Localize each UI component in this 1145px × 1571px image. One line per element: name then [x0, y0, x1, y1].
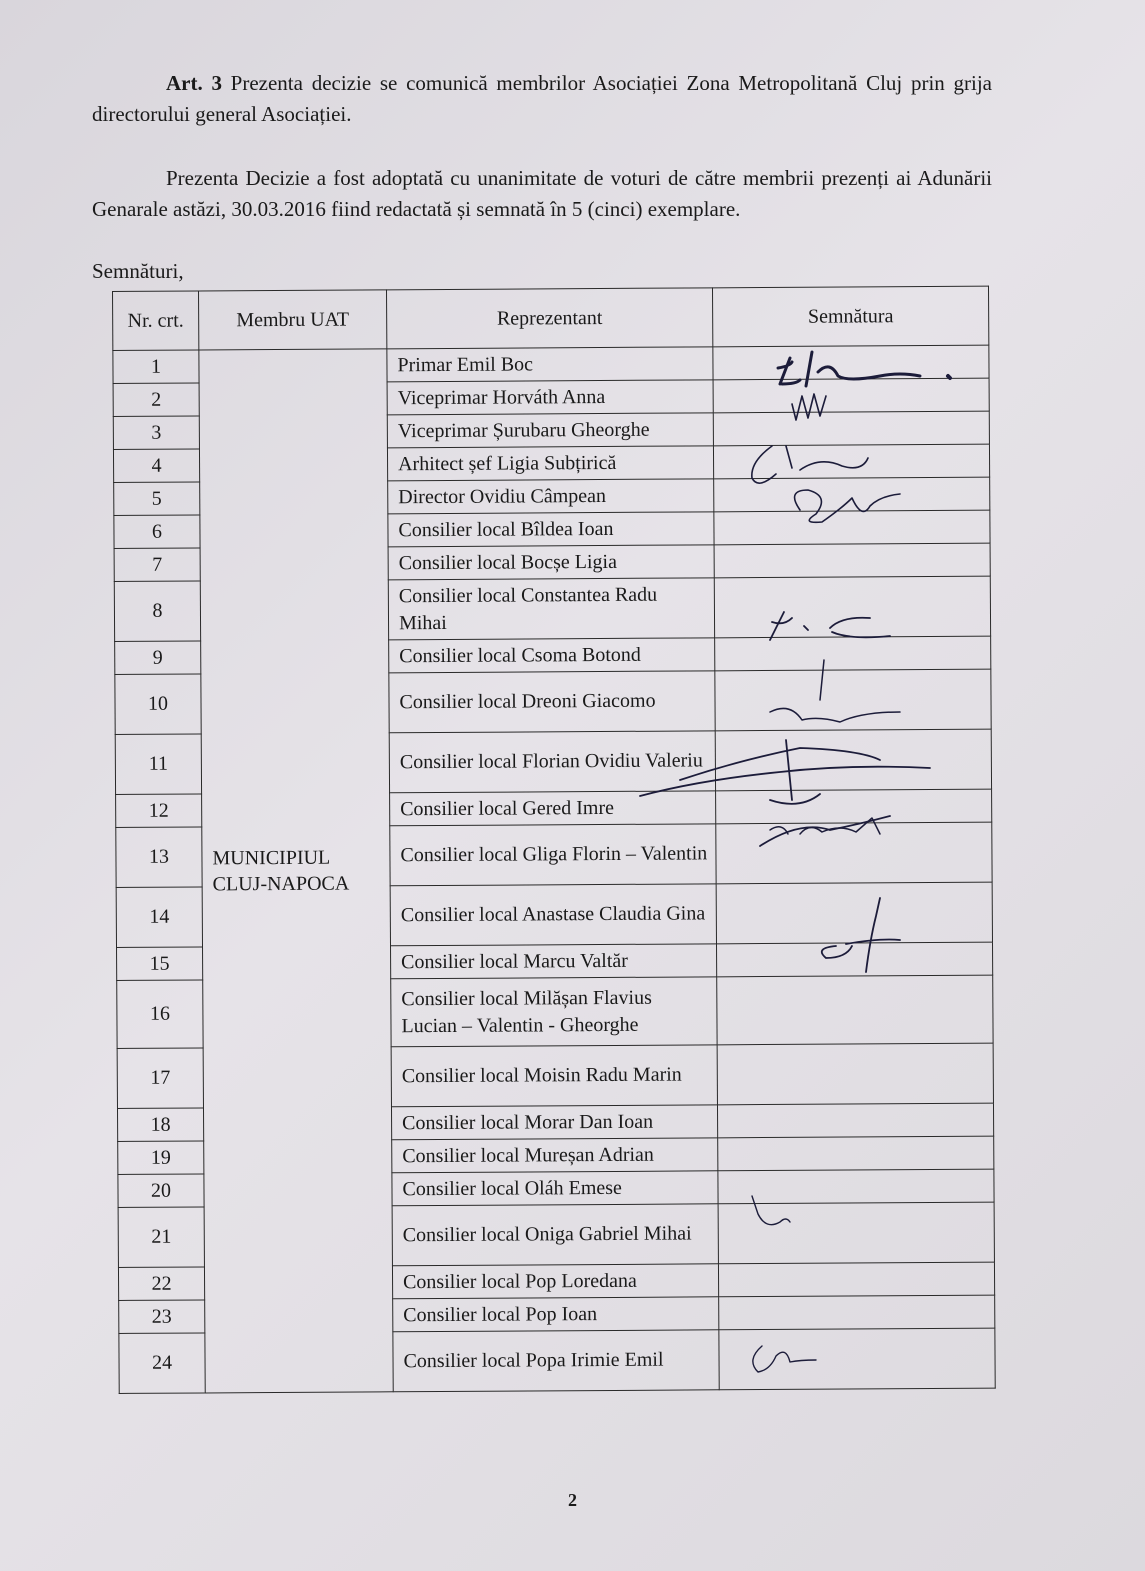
row-number: 1 [113, 350, 199, 384]
signature-table [112, 286, 996, 1394]
signature-cell [714, 477, 990, 512]
signature-cell [716, 942, 992, 977]
representative-name: Consilier local Oláh Emese [392, 1171, 718, 1206]
decision-paragraph [92, 163, 992, 225]
signature-cell [715, 669, 991, 731]
header-membru-uat: Membru UAT [199, 290, 387, 350]
representative-name: Consilier local Florian Ovidiu Valeriu [389, 731, 715, 793]
signature-cell [717, 1103, 993, 1138]
row-number: 22 [118, 1267, 204, 1301]
signature-cell [716, 789, 992, 824]
row-number: 3 [113, 416, 199, 450]
representative-name: Consilier local Bîldea Ioan [388, 512, 714, 547]
representative-name: Consilier local Morar Dan Ioan [391, 1105, 717, 1140]
row-number: 10 [115, 674, 201, 735]
signature-cell [718, 1262, 994, 1297]
table-header-row [113, 286, 989, 350]
representative-name: Primar Emil Boc [387, 347, 713, 382]
row-number: 7 [114, 548, 200, 582]
table-row [113, 345, 989, 383]
page-number: 2 [568, 1490, 577, 1510]
signatures-label: Semnături, [92, 259, 184, 283]
representative-name: Consilier local Gliga Florin – Valentin [390, 824, 716, 886]
representative-name: Consilier local Pop Loredana [392, 1264, 718, 1299]
row-number: 11 [115, 734, 201, 795]
signature-cell [714, 510, 990, 545]
signature-cell [718, 1136, 994, 1171]
row-number: 2 [113, 383, 199, 417]
signature-cell [713, 378, 989, 413]
row-number: 15 [117, 947, 203, 981]
row-number: 14 [116, 887, 202, 948]
header-semnatura: Semnătura [712, 286, 988, 347]
representative-name: Director Ovidiu Câmpean [388, 479, 714, 514]
article-3-paragraph [92, 68, 992, 130]
representative-name: Consilier local Dreoni Giacomo [389, 671, 715, 733]
representative-name: Consilier local Marcu Valtăr [391, 944, 717, 979]
row-number: 4 [113, 449, 199, 483]
article-3-text: Prezenta decizie se comunică membrilor Asociației Zona Metropolitană Cluj prin grija directorului general Asociației. [92, 71, 992, 126]
signature-cell [714, 576, 990, 638]
representative-name: Consilier local Mureșan Adrian [392, 1138, 718, 1173]
row-number: 18 [117, 1108, 203, 1142]
article-3-label: Art. 3 [166, 71, 222, 95]
signature-cell [717, 975, 993, 1045]
representative-name: Consilier local Constantea Radu Mihai [388, 578, 714, 640]
row-number: 20 [118, 1174, 204, 1208]
header-nr: Nr. crt. [113, 291, 199, 351]
decision-text: Prezenta Decizie a fost adoptată cu unanimitate de voturi de către membrii prezenți ai Adunării Genarale astăzi, 30.03.2016 fiind redactată și semnată în 5 (cinci) exemplare. [92, 166, 992, 221]
signature-cell [714, 543, 990, 578]
row-number: 24 [119, 1333, 205, 1394]
row-number: 17 [117, 1048, 203, 1109]
signature-cell [719, 1328, 995, 1390]
row-number: 21 [118, 1207, 204, 1268]
row-number: 19 [118, 1141, 204, 1175]
signature-cell [718, 1169, 994, 1204]
signature-cell [713, 444, 989, 479]
signature-cell [716, 822, 992, 884]
representative-name: Consilier local Gered Imre [390, 791, 716, 826]
representative-name: Viceprimar Șurubaru Gheorghe [387, 413, 713, 448]
signature-cell [713, 411, 989, 446]
membru-uat-cell: MUNICIPIUL CLUJ-NAPOCA [199, 349, 393, 1393]
row-number: 9 [115, 641, 201, 675]
signature-cell [715, 729, 991, 791]
representative-name: Consilier local Moisin Radu Marin [391, 1045, 717, 1107]
row-number: 13 [116, 827, 202, 888]
row-number: 8 [114, 581, 200, 642]
representative-name: Consilier local Anastase Claudia Gina [390, 884, 716, 946]
row-number: 5 [114, 482, 200, 516]
signature-cell [715, 636, 991, 671]
representative-name: Consilier local Popa Irimie Emil [393, 1330, 719, 1392]
representative-name: Arhitect șef Ligia Subțirică [387, 446, 713, 481]
row-number: 12 [116, 794, 202, 828]
representative-name: Consilier local Pop Ioan [393, 1297, 719, 1332]
representative-name: Consilier local Milășan Flavius Lucian – Valentin - Gheorghe [391, 977, 717, 1047]
representative-name: Consilier local Bocșe Ligia [388, 545, 714, 580]
signature-cell [716, 882, 992, 944]
representative-name: Consilier local Csoma Botond [389, 638, 715, 673]
row-number: 16 [117, 980, 203, 1049]
signature-cell [713, 345, 989, 380]
representative-name: Viceprimar Horváth Anna [387, 380, 713, 415]
signature-cell [717, 1043, 993, 1105]
header-reprezentant: Reprezentant [386, 288, 712, 349]
representative-name: Consilier local Oniga Gabriel Mihai [392, 1204, 718, 1266]
row-number: 23 [119, 1300, 205, 1334]
row-number: 6 [114, 515, 200, 549]
signature-cell [718, 1202, 994, 1264]
signature-cell [719, 1295, 995, 1330]
